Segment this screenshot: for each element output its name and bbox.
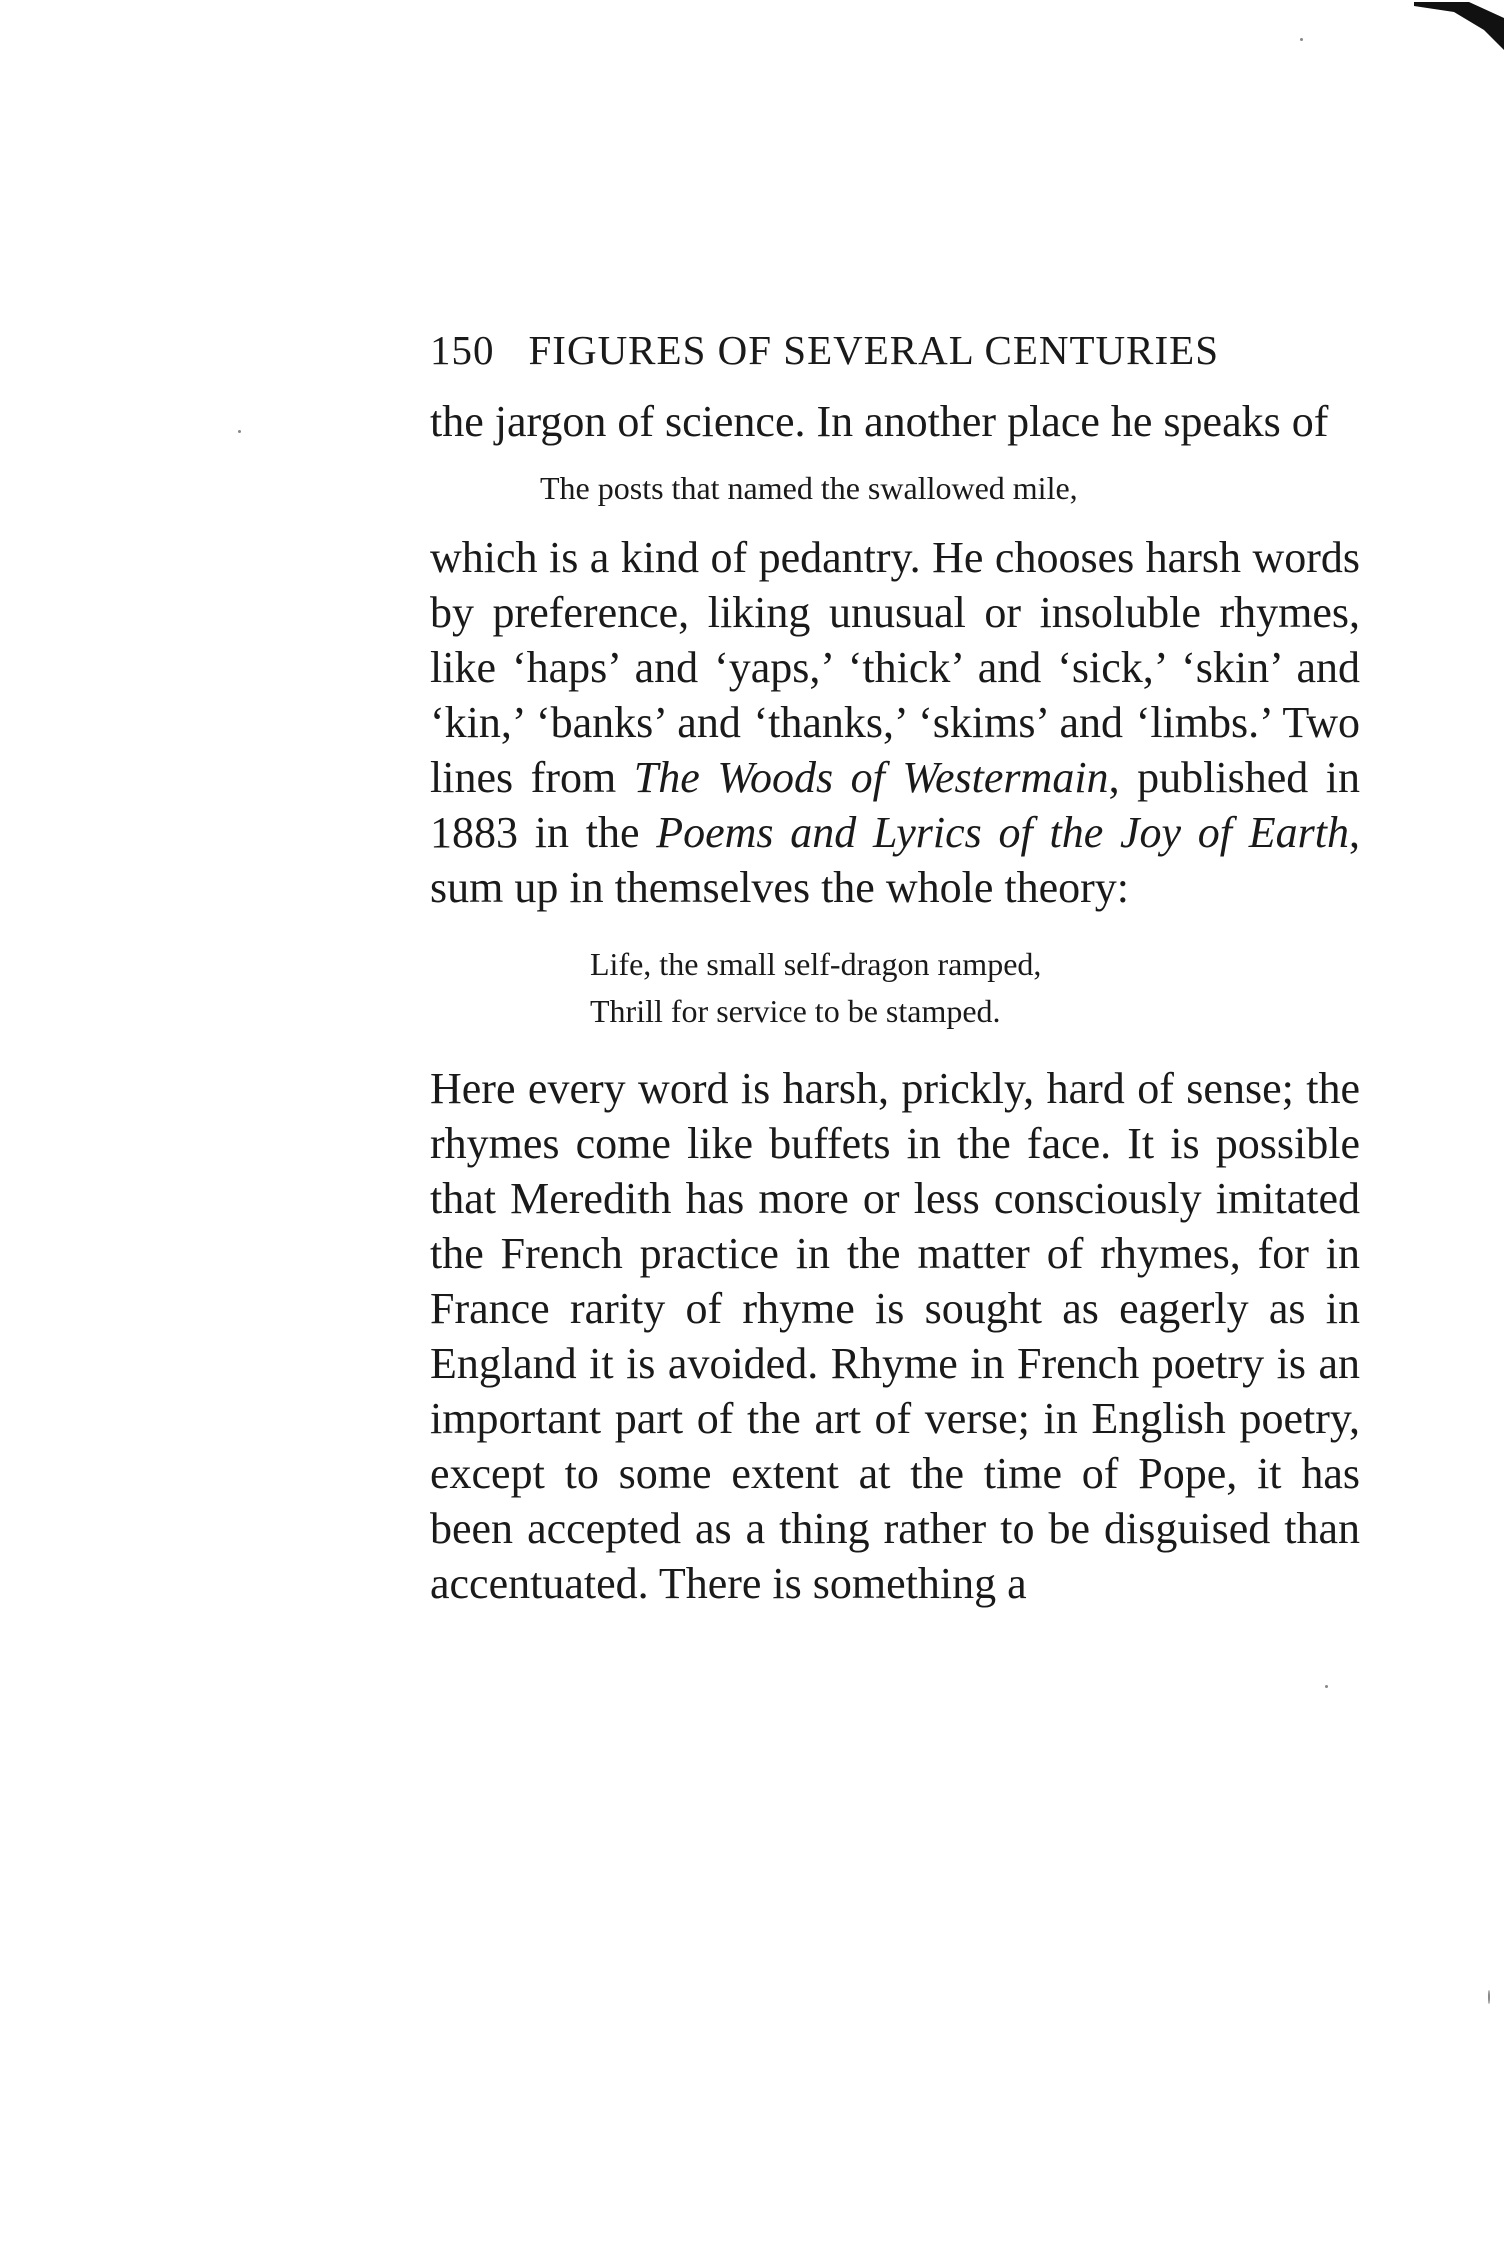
verse-line: Life, the small self-dragon ramped,: [590, 946, 1042, 982]
paragraph-1: the jargon of science. In another place he speaks of: [430, 397, 1329, 446]
running-title: FIGURES OF SEVERAL CENTURIES: [528, 327, 1220, 373]
scan-speck: [1488, 1990, 1490, 2004]
book-page: [430, 320, 1360, 1611]
paragraph-3: Here every word is harsh, prickly, hard of sense; the rhymes come like buffets in the face. It is possible that Meredith has more or less consciously imitated the French practice in the matter of rhymes, for in France rarity of rhyme is sought as eagerly as in England it is avoided. Rhyme in French poetry is an important part of the art of verse; in English poetry, except to some extent at the time of Pope, it has been accepted as a thing rather to be disguised than accentuated. There is something a: [430, 1064, 1360, 1608]
verse-quote: [430, 941, 1360, 1035]
title-woods-of-westermain: The Woods of Westermain: [633, 753, 1109, 802]
block-quote: [430, 465, 1360, 512]
paragraph-2-text-3: , sum up in themselves the whole theory:: [430, 808, 1361, 912]
paragraph-2-text-1: which is a kind of pedantry. He chooses harsh words by preference, liking unusual or insoluble rhymes, like ‘haps’ and ‘yaps,’ ‘thick’ and ‘sick,’ ‘skin’ and ‘kin,’ ‘banks’ and ‘thanks,’ ‘skims’ and ‘limbs.’ Two lines from: [430, 533, 1360, 802]
paragraph-2-text-2: , published in 1883 in the: [430, 753, 1361, 857]
scan-speck: [1300, 38, 1303, 41]
scan-speck: [1325, 1685, 1328, 1688]
verse-line: Thrill for service to be stamped.: [590, 993, 1001, 1029]
page-number: 150: [430, 327, 495, 373]
running-head: [430, 320, 1360, 380]
page-corner-mark: [1414, 0, 1504, 50]
title-poems-and-lyrics: Poems and Lyrics of the Joy of Earth: [656, 808, 1350, 857]
paragraph-2: [430, 530, 1360, 915]
scan-speck: [238, 430, 241, 433]
quote-line: The posts that named the swallowed mile,: [540, 470, 1078, 506]
